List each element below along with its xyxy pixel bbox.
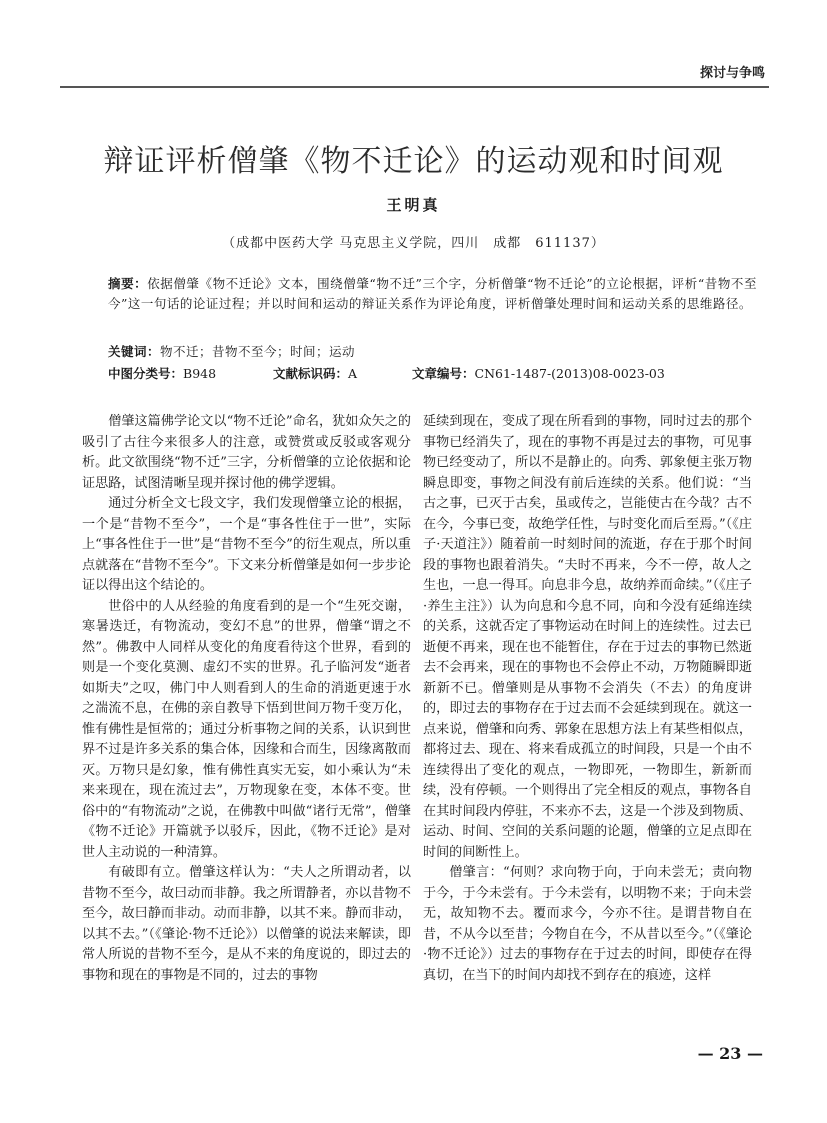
clc-value: B948 [183,366,217,381]
article-id [412,364,665,382]
paragraph: 延续到现在，变成了现在所看到的事物，同时过去的那个事物已经消失了，现在的事物不再是过去的事物，可见事物已经变动了，所以不是静止的。向秀、郭象便主张万物瞬息即变，事物之间没有前后连续的关系。他们说：“当古之事，已灭于古矣，虽或传之，岂能使古在今哉？古不在今，今事已变，故绝学任性，与时变化而后至焉。”（《庄子·天道注》）随着前一时刻时间的流逝，存在于那个时间段的事物也跟着消失。“夫时不再来，今不一停，故人之生也，一息一得耳。向息非今息，故纳养而命续。”（《庄子·养生主注》）认为向息和今息不同，向和今没有延绵连续的关系，这就否定了事物运动在时间上的连续性。过去已逝便不再来，现在也不能暂住，存在于过去的事物已然逝去不会再来，现在的事物也不会停止不动，万物随瞬即逝新新不已。僧肇则是从事物不会消失（不去）的角度讲的，即过去的事物存在于过去而不会延续到现在。就这一点来说，僧肇和向秀、郭象在思想方法上有某些相似点，都将过去、现在、将来看成孤立的时间段，只是一个由不连续得出了变化的观点，一物即死，一物即生，新新而续，没有停顿。一个则得出了完全相反的观点，事物各自在其时间段内停驻，不来亦不去，这是一个涉及到物质、运动、时间、空间的关系问题的论题，僧肇的立足点即在时间的间断性上。 [423,414,752,860]
page-number: — 23 — [697,1044,763,1063]
article-id-label: 文章编号： [412,366,475,381]
body-column-right [423,412,752,986]
abstract-text: 依据僧肇《物不迁论》文本，围绕僧肇“物不迁”三个字，分析僧肇“物不迁论”的立论根据，评析“昔物不至今”这一句话的论证过程；并以时间和运动的辩证关系作为评论角度，评析僧肇处理时间和运动关系的思维路径。 [108,276,757,311]
header-divider [60,86,769,88]
doc-code [273,364,357,382]
keywords-label: 关键词： [108,344,161,359]
keywords-text: 物不迁；昔物不至今；时间；运动 [160,344,356,359]
section-tag: 探讨与争鸣 [699,66,765,81]
clc-label: 中图分类号： [108,366,184,381]
paragraph: 僧肇言：“何则？求向物于向，于向未尝无；责向物于今，于今未尝有。于今未尝有，以明物不来；于向未尝无，故知物不去。覆而求今，今亦不往。是谓昔物自在昔，不从今以至昔；今物自在今，不从昔以至今。”（《肇论·物不迁论》）过去的事物存在于过去的时间，即使存在得真切，在当下的时间内却找不到存在的痕迹，这样 [423,865,752,983]
abstract [108,274,757,314]
paragraph: 世俗中的人从经验的角度看到的是一个“生死交谢，寒暑迭迁，有物流动，变幻不息”的世界，僧肇“谓之不然”。佛教中人同样从变化的角度看待这个世界，看到的则是一个变化莫测、虚幻不实的世界。孔子临河发“逝者如斯夫”之叹，佛门中人则看到人的生命的消逝更速于水之湍流不息，在佛的亲自教导下悟到世间万物千变万化，惟有佛性是恒常的；通过分析事物之间的关系，认识到世界不过是许多关系的集合体，因缘和合而生，因缘离散而灭。万物只是幻象，惟有佛性真实无妄，如小乘认为“未来来现在，现在流过去”，万物现象在变，本体不变。世俗中的“有物流动”之说，在佛教中叫做“诸行无常”，僧肇《物不迁论》开篇就予以驳斥，因此，《物不迁论》是对世人主动说的一种清算。 [82,598,411,860]
paragraph: 通过分析全文七段文字，我们发现僧肇立论的根据，一个是“昔物不至今”，一个是“事各性住于一世”，实际上“事各性住于一世”是“昔物不至今”的衍生观点，所以重点就落在“昔物不至今”。下文来分析僧肇是如何一步步论证以得出这个结论的。 [82,496,411,593]
body-column-left [82,412,411,986]
article-author: 王明真 [386,196,441,214]
abstract-label: 摘要： [108,276,148,291]
author-affiliation: （成都中医药大学 马克思主义学院，四川 成都 611137） [222,236,605,251]
paragraph: 僧肇这篇佛学论文以“物不迁论”命名，犹如众矢之的吸引了古往今来很多人的注意，或赞赏或反驳或客观分析。此文欲围绕“物不迁”三字，分析僧肇的立论依据和论证思路，试图清晰呈现并探讨他的佛学逻辑。 [82,414,411,491]
keywords [108,342,355,360]
article-title: 辩证评析僧肇《物不迁论》的运动观和时间观 [103,144,724,179]
doc-code-value: A [348,366,358,381]
clc [108,364,216,382]
article-id-value: CN61-1487-(2013)08-0023-03 [474,366,665,381]
doc-code-label: 文献标识码： [273,366,349,381]
paragraph: 有破即有立。僧肇这样认为：“夫人之所谓动者，以昔物不至今，故曰动而非静。我之所谓静者，亦以昔物不至今，故曰静而非动。动而非静，以其不来。静而非动，以其不去。”（《肇论·物不迁论》）以僧肇的说法来解读，即常人所说的昔物不至今，是从不来的角度说的，即过去的事物和现在的事物是不同的，过去的事物 [82,865,411,983]
